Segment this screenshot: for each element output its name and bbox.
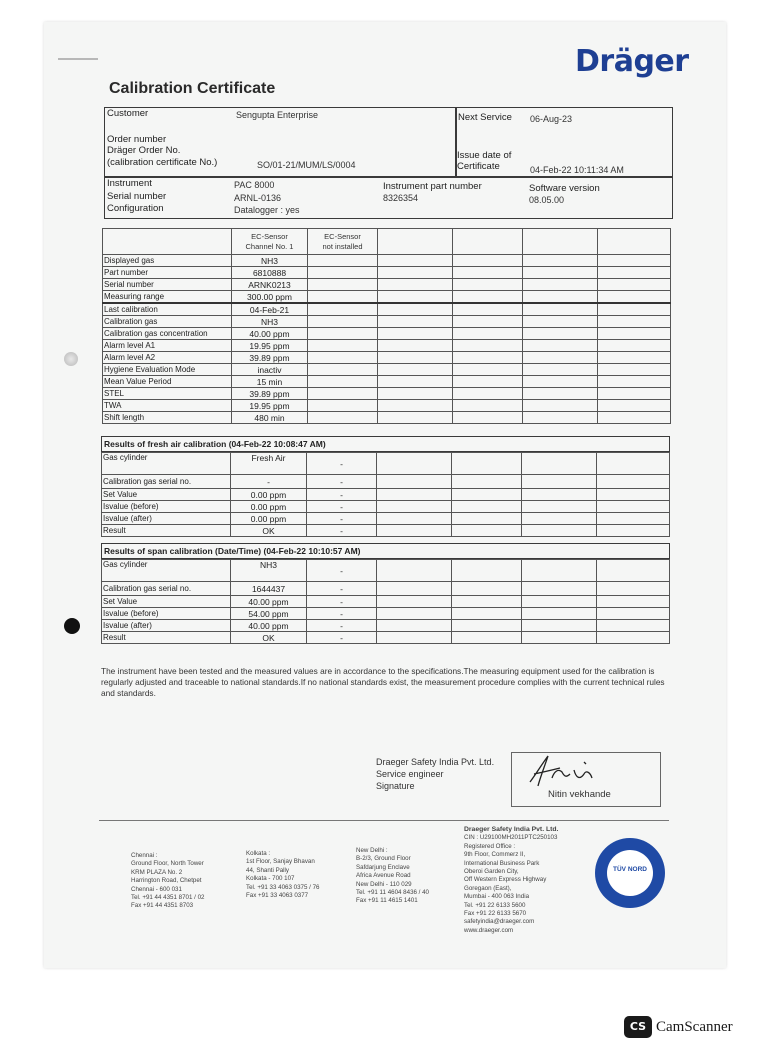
instrument-label: Instrument — [107, 178, 152, 189]
fresh-air-table — [101, 452, 670, 537]
table-row: Shift length 480 min — [103, 412, 671, 424]
table-row: Set Value 0.00 ppm - — [102, 489, 670, 501]
footer-divider — [99, 820, 669, 821]
page-title: Calibration Certificate — [109, 80, 276, 97]
customer-value: Sengupta Enterprise — [236, 110, 319, 120]
drager-order-label: Dräger Order No. — [107, 145, 181, 156]
software-version-value: 08.05.00 — [529, 195, 565, 205]
table-row: Isvalue (after) 0.00 ppm - — [102, 513, 670, 525]
camscanner-logo-icon: CS — [624, 1016, 652, 1038]
cal-cert-label: (calibration certificate No.) — [107, 157, 218, 168]
configuration-label: Configuration — [107, 203, 164, 214]
serial-number-value: ARNL-0136 — [234, 193, 282, 203]
instrument-value: PAC 8000 — [234, 180, 275, 190]
serial-number-label: Serial number — [107, 191, 167, 202]
table-row: STEL 39.89 ppm — [103, 388, 671, 400]
cal-cert-value: SO/01-21/MUM/LS/0004 — [257, 160, 356, 170]
next-service-label: Next Service — [458, 112, 512, 123]
table-row: Displayed gas NH3 — [103, 255, 671, 267]
table-row: Isvalue (before) 54.00 ppm - — [102, 608, 670, 620]
table-row: Calibration gas serial no. 1644437 - — [102, 582, 670, 596]
table-row: Mean Value Period 15 min — [103, 376, 671, 388]
signature-label: Signature — [376, 781, 415, 791]
table-row: Isvalue (before) 0.00 ppm - — [102, 501, 670, 513]
table-row: Result OK - — [102, 632, 670, 644]
service-company: Draeger Safety India Pvt. Ltd. — [376, 757, 495, 767]
span-table — [101, 559, 670, 644]
signature-labels — [376, 756, 494, 792]
table-row: Gas cylinder Fresh Air - — [102, 453, 670, 475]
address-chennai: Chennai : Ground Floor, North Tower KRM PLAZA No. 2 Harrington Road, Chetpet Chennai - 600 031 Tel. +91 44 4351 8701 / 02 Fax +91 44 4351 8703 — [131, 852, 205, 910]
header-channel-2: EC-Sensor not installed — [308, 229, 378, 255]
table-row: Alarm level A1 19.95 ppm — [103, 340, 671, 352]
table-row: Set Value 40.00 ppm - — [102, 596, 670, 608]
part-number-label: Instrument part number — [383, 181, 482, 192]
table-row: Result OK - — [102, 525, 670, 537]
signer-name: Nitin vekhande — [548, 789, 611, 800]
table-row: Isvalue (after) 40.00 ppm - — [102, 620, 670, 632]
software-version-label: Software version — [529, 183, 600, 194]
header-blank — [103, 229, 232, 255]
address-kolkata: Kolkata : 1st Floor, Sanjay Bhavan 44, Shanti Pally Kolkata - 700 107 Tel. +91 33 4063 0375 / 76 Fax +91 33 4063 0377 — [246, 850, 320, 900]
punch-hole-top — [64, 352, 78, 366]
fresh-air-heading: Results of fresh air calibration (04-Feb-22 10:08:47 AM) — [104, 439, 326, 449]
span-heading: Results of span calibration (Date/Time) (04-Feb-22 10:10:57 AM) — [104, 546, 361, 556]
drager-logo: Dräger — [575, 44, 689, 79]
issue-date-value: 04-Feb-22 10:11:34 AM — [530, 165, 624, 175]
configuration-value: Datalogger : yes — [234, 205, 300, 215]
address-registered-office: Draeger Safety India Pvt. Ltd. CIN : U29100MH2011PTC250103 Registered Office : 9th Floor, Commerz II, International Business Park Oberoi Garden City, Off Western Express Highway Goregaon (East), Mumbai - 400 063 India Tel. +91 22 6133 5600 Fax +91 22 6133 5670 safetyindia@draeger.com www.draeger.com — [464, 826, 559, 934]
table-row: Hygiene Evaluation Mode inactiv — [103, 364, 671, 376]
order-number-label: Order number — [107, 134, 167, 145]
issue-date-label-2: Certificate — [457, 161, 500, 172]
table-row: Calibration gas serial no. - - — [102, 475, 670, 489]
table-row: Part number 6810888 — [103, 267, 671, 279]
issue-date-label-1: Issue date of — [457, 150, 512, 161]
part-number-value: 8326354 — [383, 193, 419, 203]
table-row: Calibration gas concentration 40.00 ppm — [103, 328, 671, 340]
table-row: Measuring range 300.00 ppm — [103, 291, 671, 304]
sensor-header-row — [103, 229, 671, 255]
table-row: Gas cylinder NH3 - — [102, 560, 670, 582]
table-row: Last calibration 04-Feb-21 — [103, 303, 671, 316]
header-channel-1: EC-Sensor Channel No. 1 — [232, 229, 308, 255]
conformity-statement: The instrument have been tested and the measured values are in accordance to the specifications.The measuring equipment used for the calibration is regularly adjusted and traceable to national standards.If no national standards exist, the measurement procedure complies with the current technical rules and standards. — [101, 666, 665, 698]
camscanner-label: CamScanner — [656, 1019, 733, 1035]
punch-hole-bottom — [64, 618, 80, 634]
table-row: Serial number ARNK0213 — [103, 279, 671, 291]
signature-scrawl — [522, 748, 612, 792]
service-role: Service engineer — [376, 769, 444, 779]
customer-label: Customer — [107, 108, 149, 119]
table-row: TWA 19.95 ppm — [103, 400, 671, 412]
sensor-table — [102, 228, 671, 424]
address-delhi: New Delhi : B-2/3, Ground Floor Safdarjung Enclave Africa Avenue Road New Delhi - 110 029 Tel. +91 11 4604 8436 / 40 Fax +91 11 4615 1401 — [356, 847, 429, 905]
table-row: Calibration gas NH3 — [103, 316, 671, 328]
next-service-value: 06-Aug-23 — [530, 114, 573, 124]
staple-mark — [58, 58, 98, 60]
table-row: Alarm level A2 39.89 ppm — [103, 352, 671, 364]
tuv-nord-seal-icon: TÜV NORD — [595, 838, 665, 908]
